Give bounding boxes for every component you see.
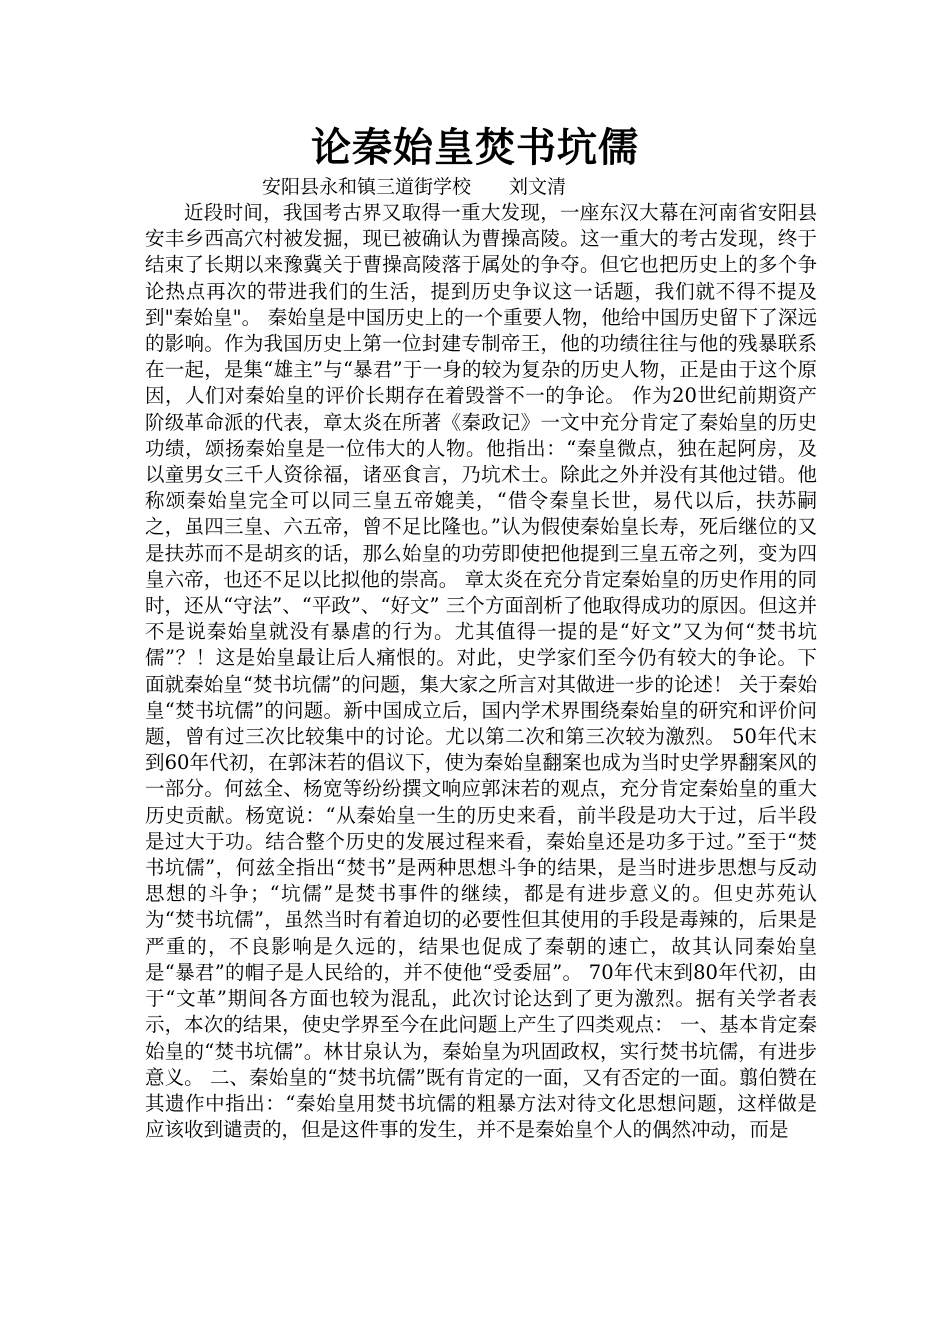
author-byline: 安阳县永和镇三道街学校 刘文清 <box>262 176 567 198</box>
body-paragraph: 近段时间，我国考古界又取得一重大发现，一座东汉大幕在河南省安阳县安丰乡西高穴村被发掘，现已被确认为曹操高陵。这一重大的考古发现，终于结束了长期以来豫冀关于曹操高陵落于属处的争夺。但它也把历史上的多个争论热点再次的带进我们的生活，提到历史争议这一话题，我们就不得不提及到"秦始皇"。 秦始皇是中国历史上的一个重要人物，他给中国历史留下了深远的影响。作为我国历史上第一位封建专制帝王，他的功绩往往与他的残暴联系在一起，是集“雄主”与“暴君”于一身的较为复杂的历史人物，正是由于这个原因，人们对秦始皇的评价长期存在着毁誉不一的争论。 作为20世纪前期资产阶级革命派的代表，章太炎在所著《秦政记》一文中充分肯定了秦始皇的历史功绩，颂扬秦始皇是一位伟大的人物。他指出：“秦皇微点，独在起阿房，及以童男女三千人资徐福，诸巫食言，乃坑术士。除此之外并没有其他过错。他称颂秦始皇完全可以同三皇五帝媲美，“借令秦皇长世，易代以后，扶苏嗣之，虽四三皇、六五帝，曾不足比隆也。”认为假使秦始皇长寿，死后继位的又是扶苏而不是胡亥的话，那么始皇的功劳即使把他提到三皇五帝之列，变为四皇六帝，也还不足以比拟他的崇高。 章太炎在充分肯定秦始皇的历史作用的同时，还从“守法”、“平政”、“好文” 三个方面剖析了他取得成功的原因。但这并不是说秦始皇就没有暴虐的行为。尤其值得一提的是“好文”又为何“焚书坑儒”？！这是始皇最让后人痛恨的。对此，史学家们至今仍有较大的争论。下面就秦始皇“焚书坑儒”的问题，集大家之所言对其做进一步的论述！ 关于秦始皇“焚书坑儒”的问题。新中国成立后，国内学术界围绕秦始皇的研究和评价问题，曾有过三次比较集中的讨论。尤以第二次和第三次较为激烈。 50年代末到60年代初，在郭沫若的倡议下，使为秦始皇翻案也成为当时史学界翻案风的一部分。何兹全、杨宽等纷纷撰文响应郭沫若的观点，充分肯定秦始皇的重大历史贡献。杨宽说：“从秦始皇一生的历史来看，前半段是功大于过，后半段是过大于功。结合整个历史的发展过程来看，秦始皇还是功多于过。”至于“焚书坑儒”，何兹全指出“焚书”是两种思想斗争的结果，是当时进步思想与反动思想的斗争；“坑儒”是焚书事件的继续，都是有进步意义的。但史苏苑认为“焚书坑儒”，虽然当时有着迫切的必要性但其使用的手段是毒辣的，后果是严重的，不良影响是久远的，结果也促成了秦朝的速亡，故其认同秦始皇是“暴君”的帽子是人民给的，并不使他“受委屈”。 70年代末到80年代初，由于“文革”期间各方面也较为混乱，此次讨论达到了更为激烈。据有关学者表示，本次的结果，使史学界至今在此问题上产生了四类观点： 一、基本肯定秦始皇的“焚书坑儒”。林甘泉认为，秦始皇为巩固政权，实行焚书坑儒，有进步意义。 二、秦始皇的“焚书坑儒”既有肯定的一面，又有否定的一面。翦伯赞在其遗作中指出：“秦始皇用焚书坑儒的粗暴方法对待文化思想问题，这样做是应该收到谴责的，但是这件事的发生，并不是秦始皇个人的偶然冲动，而是 <box>145 201 817 1142</box>
document-title: 论秦始皇焚书坑儒 <box>311 124 639 171</box>
